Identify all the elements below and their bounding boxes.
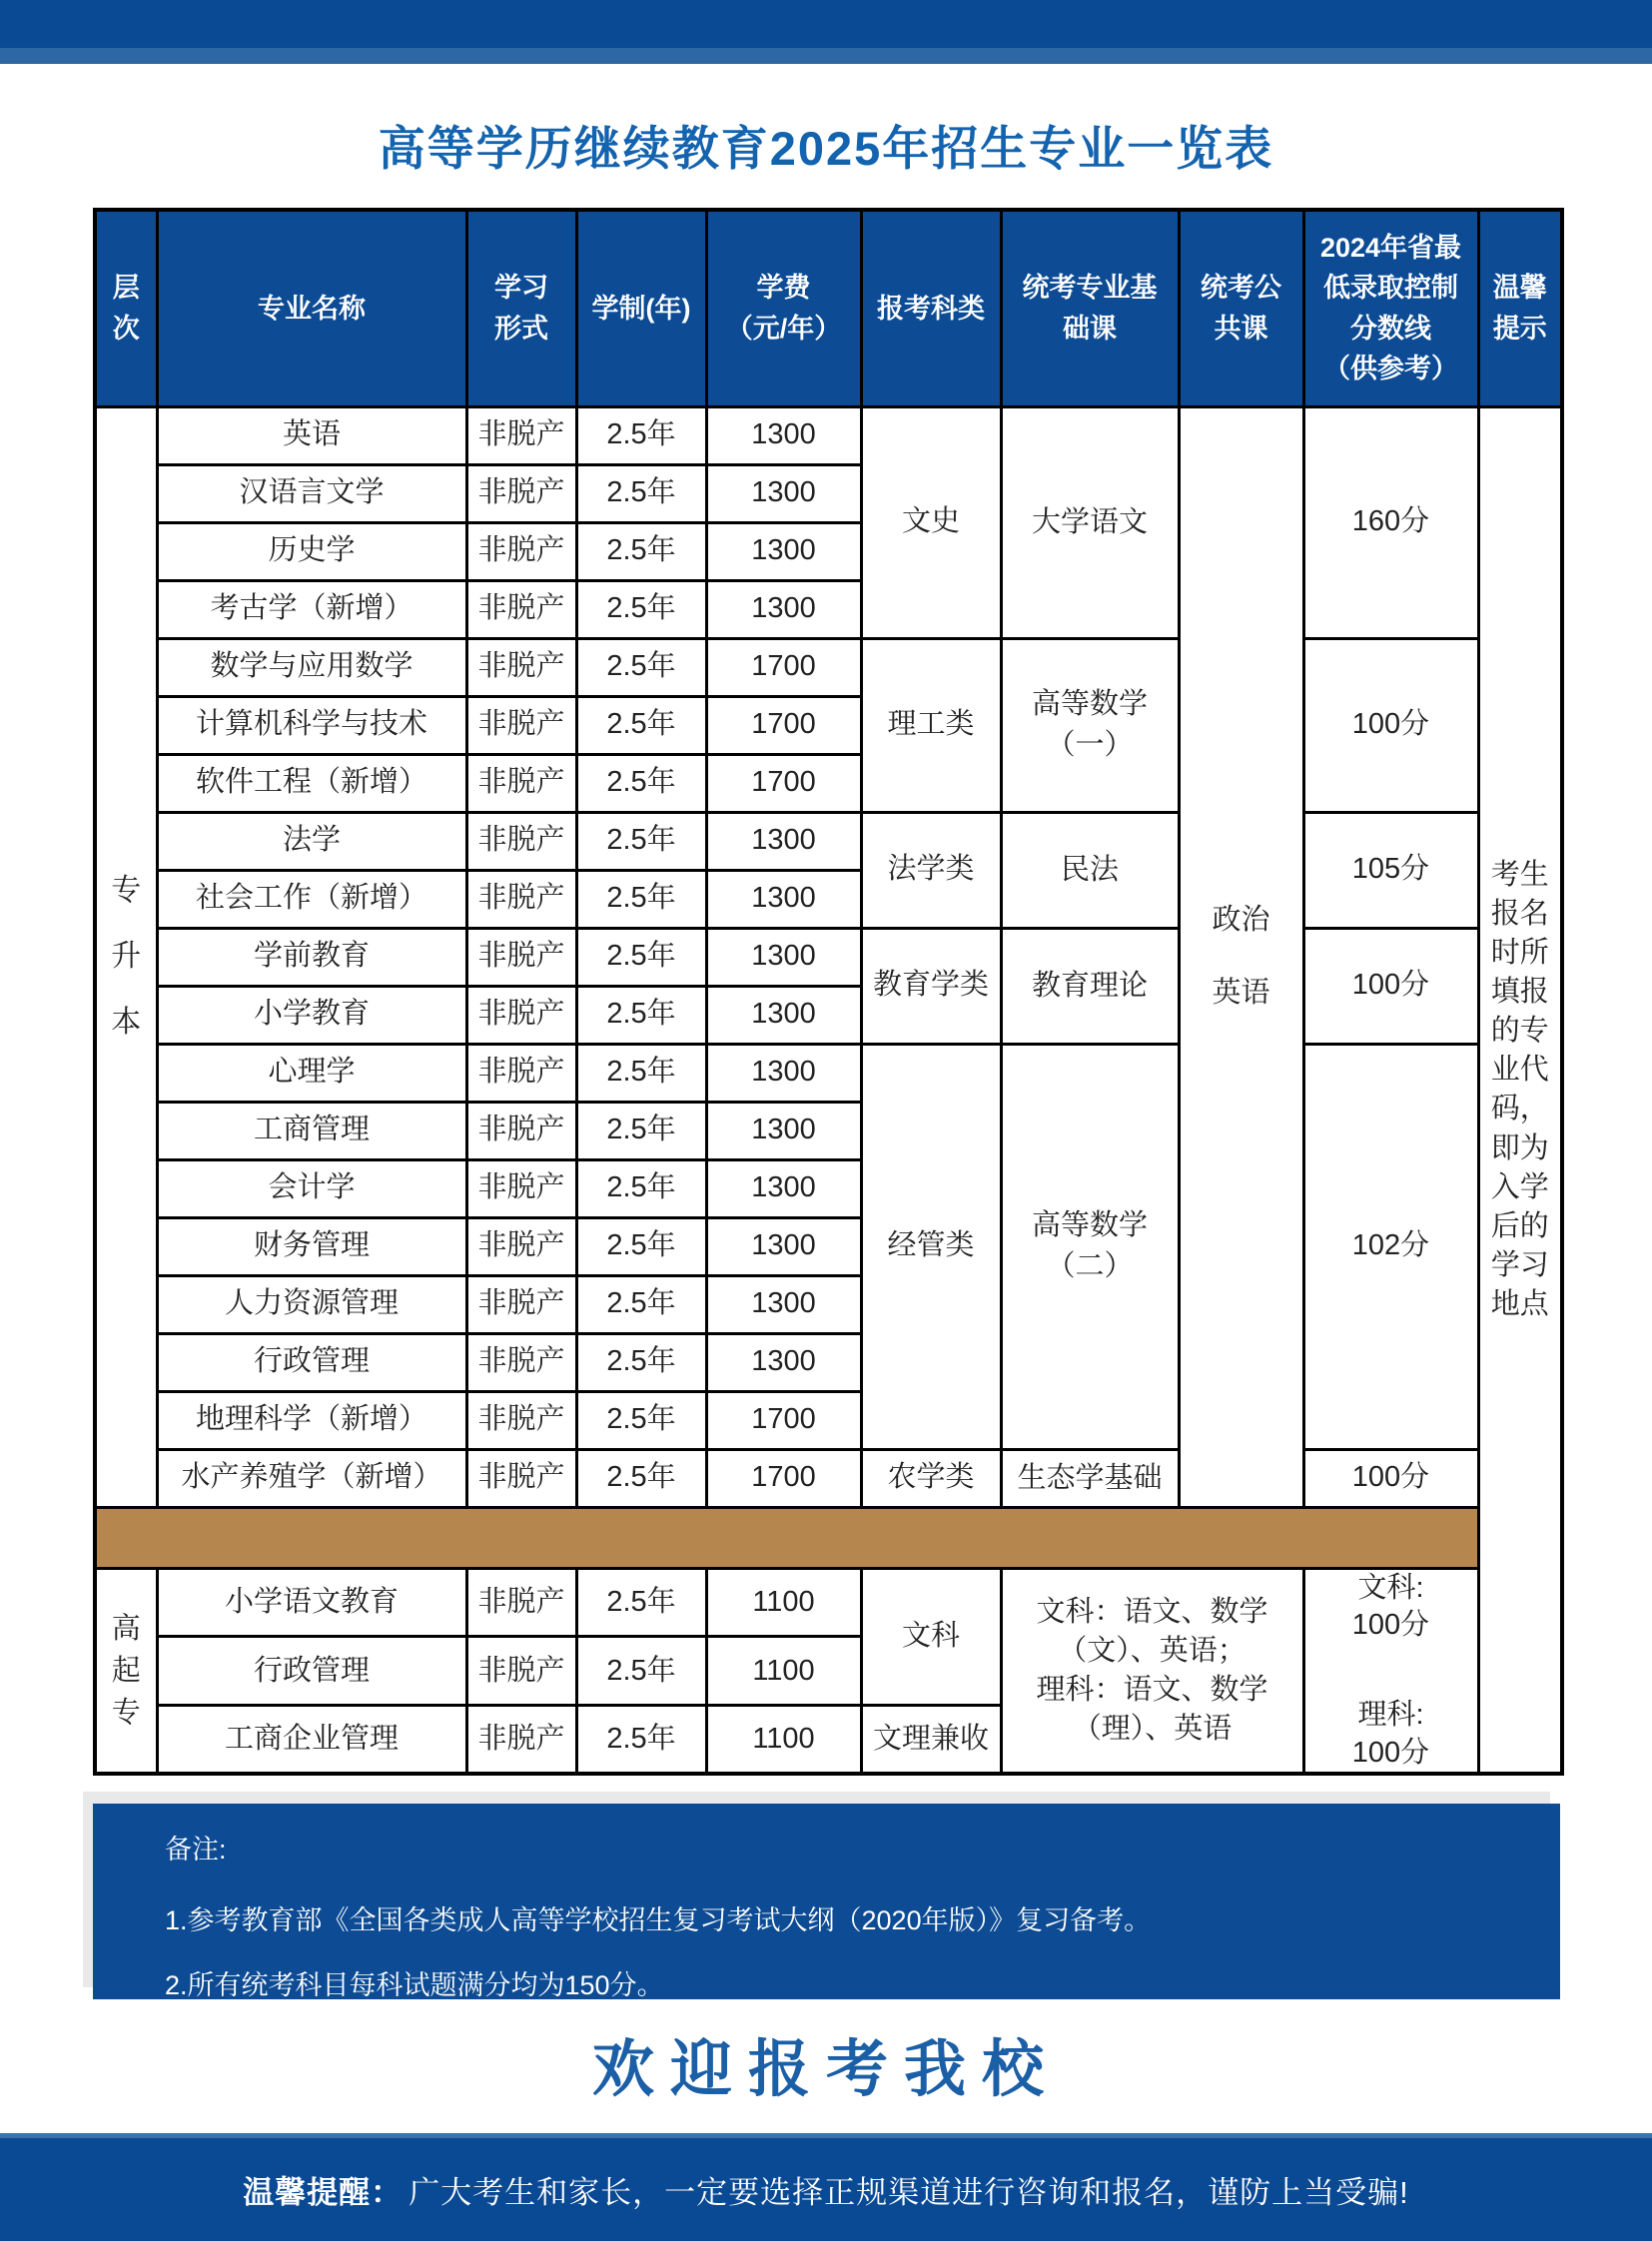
table-row bbox=[95, 812, 1562, 870]
notes-item-1: 1.参考教育部《全国各类成人高等学校招生复习考试大纲（2020年版）》复习备考。 bbox=[165, 1905, 1152, 1935]
tuition-cell: 1100 bbox=[706, 1568, 861, 1637]
study-form-cell: 非脱产 bbox=[466, 870, 576, 928]
category-cell: 文理兼收 bbox=[861, 1706, 1001, 1775]
tuition-cell: 1300 bbox=[706, 1333, 861, 1391]
study-form-cell: 非脱产 bbox=[466, 464, 576, 522]
major-name-cell: 小学教育 bbox=[157, 986, 466, 1044]
table-row bbox=[95, 406, 1562, 464]
tuition-cell: 1700 bbox=[706, 1449, 861, 1507]
study-form-cell: 非脱产 bbox=[466, 1391, 576, 1449]
tuition-cell: 1300 bbox=[706, 406, 861, 464]
duration-cell: 2.5年 bbox=[576, 812, 706, 870]
table-row bbox=[95, 1449, 1562, 1507]
text-line: （一） bbox=[1046, 729, 1134, 761]
major-name-cell: 英语 bbox=[157, 406, 466, 464]
duration-cell: 2.5年 bbox=[576, 928, 706, 986]
duration-cell: 2.5年 bbox=[576, 986, 706, 1044]
text-line: 低录取控制 bbox=[1323, 273, 1458, 304]
study-form-cell: 非脱产 bbox=[466, 812, 576, 870]
text-line: 学费 bbox=[756, 273, 811, 304]
table-row bbox=[95, 1044, 1562, 1102]
major-name-cell: 汉语言文学 bbox=[157, 464, 466, 522]
score-cell bbox=[1303, 1568, 1478, 1774]
page-title: 高等学历继续教育2025年招生专业一览表 bbox=[378, 122, 1274, 175]
score-cell: 100分 bbox=[1303, 928, 1478, 1044]
duration-cell: 2.5年 bbox=[576, 1044, 706, 1102]
study-form-cell: 非脱产 bbox=[466, 986, 576, 1044]
text-line: （理）、英语 bbox=[1072, 1713, 1233, 1746]
notes-item-2: 2.所有统考科目每科试题满分均为150分。 bbox=[165, 1970, 664, 2000]
major-name-cell: 数学与应用数学 bbox=[157, 638, 466, 696]
score-cell: 160分 bbox=[1303, 406, 1478, 638]
category-cell: 理工类 bbox=[861, 638, 1001, 812]
category-cell: 教育学类 bbox=[861, 928, 1001, 1044]
major-name-cell: 工商管理 bbox=[157, 1102, 466, 1159]
score-cell: 105分 bbox=[1303, 812, 1478, 928]
text-line: 报考科类 bbox=[877, 293, 985, 324]
major-name-cell: 软件工程（新增） bbox=[157, 754, 466, 812]
major-name-cell: 心理学 bbox=[157, 1044, 466, 1102]
tuition-cell: 1300 bbox=[706, 1044, 861, 1102]
text-line: 共课 bbox=[1214, 313, 1268, 344]
category-cell: 经管类 bbox=[861, 1044, 1001, 1449]
duration-cell: 2.5年 bbox=[576, 870, 706, 928]
text-line: 教育理论 bbox=[1031, 969, 1148, 1002]
duration-cell: 2.5年 bbox=[576, 1159, 706, 1217]
text-line: 统考公 bbox=[1201, 273, 1281, 304]
study-form-cell: 非脱产 bbox=[466, 1217, 576, 1275]
duration-cell: 2.5年 bbox=[576, 1275, 706, 1333]
text-line: 文科: bbox=[1357, 1571, 1424, 1604]
study-form-cell: 非脱产 bbox=[466, 1706, 576, 1775]
text-line: 文科：语文、数学 bbox=[1036, 1595, 1268, 1628]
section-divider-row bbox=[95, 1507, 1562, 1568]
tuition-cell: 1300 bbox=[706, 464, 861, 522]
study-form-cell: 非脱产 bbox=[466, 696, 576, 754]
text-line: 政治 bbox=[1212, 904, 1270, 936]
tuition-cell: 1700 bbox=[706, 1391, 861, 1449]
text-line: 理科: bbox=[1357, 1698, 1424, 1731]
major-name-cell: 财务管理 bbox=[157, 1217, 466, 1275]
duration-cell: 2.5年 bbox=[576, 1333, 706, 1391]
tuition-cell: 1300 bbox=[706, 522, 861, 580]
header-basic-course bbox=[1001, 210, 1179, 406]
welcome-slogan: 欢迎报考我校 bbox=[591, 2032, 1060, 2105]
score-cell: 100分 bbox=[1303, 1449, 1478, 1507]
text-line: 100分 bbox=[1351, 1736, 1430, 1769]
header-common-course bbox=[1179, 210, 1303, 406]
category-cell: 农学类 bbox=[861, 1449, 1001, 1507]
study-form-cell: 非脱产 bbox=[466, 1159, 576, 1217]
tuition-cell: 1100 bbox=[706, 1637, 861, 1706]
text-line: （文）、英语； bbox=[1058, 1634, 1246, 1667]
enrollment-table bbox=[93, 208, 1564, 1776]
enrollment-table-container bbox=[93, 208, 1564, 1776]
text-line: 高等数学 bbox=[1031, 688, 1148, 721]
header-form bbox=[466, 210, 576, 406]
tuition-cell: 1700 bbox=[706, 638, 861, 696]
duration-cell: 2.5年 bbox=[576, 696, 706, 754]
text-line: 学习 bbox=[494, 273, 548, 304]
study-form-cell: 非脱产 bbox=[466, 1275, 576, 1333]
text-line: 形式 bbox=[494, 313, 548, 344]
tips-cell: 考生报名时所填报的专业代码，即为入学后的学习地点 bbox=[1478, 406, 1562, 1774]
tuition-cell: 1300 bbox=[706, 1159, 861, 1217]
text-line: 层 bbox=[112, 273, 140, 304]
text-line: 2024年省最 bbox=[1319, 232, 1462, 263]
header-category bbox=[861, 210, 1001, 406]
score-cell: 100分 bbox=[1303, 638, 1478, 812]
major-name-cell: 工商企业管理 bbox=[157, 1706, 466, 1775]
notes-box bbox=[93, 1804, 1560, 1999]
major-name-cell: 行政管理 bbox=[157, 1333, 466, 1391]
level-benke-cell bbox=[95, 406, 157, 1507]
footer-reminder-lead: 温馨提醒： bbox=[243, 2175, 404, 2210]
header-tips bbox=[1478, 210, 1562, 406]
tuition-cell: 1300 bbox=[706, 1102, 861, 1159]
level-gaoqi-label: 高起专 bbox=[111, 1612, 141, 1729]
table-row bbox=[95, 1568, 1562, 1637]
text-line: 分数线 bbox=[1350, 313, 1431, 344]
score-cell: 102分 bbox=[1303, 1044, 1478, 1449]
tuition-cell: 1100 bbox=[706, 1706, 861, 1775]
basic-course-cell bbox=[1001, 928, 1179, 1044]
duration-cell: 2.5年 bbox=[576, 1637, 706, 1706]
tuition-cell: 1700 bbox=[706, 696, 861, 754]
major-name-cell: 社会工作（新增） bbox=[157, 870, 466, 928]
table-header-row bbox=[95, 210, 1562, 406]
tuition-cell: 1700 bbox=[706, 754, 861, 812]
brown-divider bbox=[95, 1507, 1478, 1568]
common-course-cell bbox=[1179, 406, 1303, 1507]
major-name-cell: 行政管理 bbox=[157, 1637, 466, 1706]
tuition-cell: 1300 bbox=[706, 928, 861, 986]
tuition-cell: 1300 bbox=[706, 812, 861, 870]
study-form-cell: 非脱产 bbox=[466, 1333, 576, 1391]
tuition-cell: 1300 bbox=[706, 580, 861, 638]
major-name-cell: 历史学 bbox=[157, 522, 466, 580]
tuition-cell: 1300 bbox=[706, 1217, 861, 1275]
text-line: 提示 bbox=[1492, 313, 1547, 344]
text-line: 高等数学 bbox=[1031, 1209, 1148, 1242]
header-major bbox=[157, 210, 466, 406]
study-form-cell: 非脱产 bbox=[466, 1449, 576, 1507]
level-gaoqi-cell bbox=[95, 1568, 157, 1774]
study-form-cell: 非脱产 bbox=[466, 1637, 576, 1706]
duration-cell: 2.5年 bbox=[576, 1449, 706, 1507]
table-row bbox=[95, 928, 1562, 986]
basic-course-cell bbox=[1001, 1449, 1179, 1507]
header-years bbox=[576, 210, 706, 406]
duration-cell: 2.5年 bbox=[576, 638, 706, 696]
duration-cell: 2.5年 bbox=[576, 464, 706, 522]
footer-reminder-bar bbox=[0, 2133, 1652, 2241]
notes-label: 备注: bbox=[165, 1835, 227, 1865]
category-cell: 文史 bbox=[861, 406, 1001, 638]
tuition-cell: 1300 bbox=[706, 870, 861, 928]
duration-cell: 2.5年 bbox=[576, 1217, 706, 1275]
study-form-cell: 非脱产 bbox=[466, 754, 576, 812]
text-line: 生态学基础 bbox=[1017, 1461, 1163, 1494]
text-line: 次 bbox=[112, 313, 140, 344]
major-name-cell: 小学语文教育 bbox=[157, 1568, 466, 1637]
duration-cell: 2.5年 bbox=[576, 522, 706, 580]
study-form-cell: 非脱产 bbox=[466, 1568, 576, 1637]
basic-course-cell bbox=[1001, 638, 1179, 812]
study-form-cell: 非脱产 bbox=[466, 638, 576, 696]
study-form-cell: 非脱产 bbox=[466, 580, 576, 638]
study-form-cell: 非脱产 bbox=[466, 1102, 576, 1159]
major-name-cell: 法学 bbox=[157, 812, 466, 870]
text-line: （供参考） bbox=[1323, 354, 1458, 384]
header-fee bbox=[706, 210, 861, 406]
top-page-bar bbox=[0, 0, 1652, 64]
text-line: （二） bbox=[1046, 1250, 1134, 1282]
major-name-cell: 计算机科学与技术 bbox=[157, 696, 466, 754]
study-form-cell: 非脱产 bbox=[466, 928, 576, 986]
header-level bbox=[95, 210, 157, 406]
tuition-cell: 1300 bbox=[706, 1275, 861, 1333]
level-benke-label: 专升本 bbox=[111, 874, 142, 1039]
major-name-cell: 考古学（新增） bbox=[157, 580, 466, 638]
text-line: 民法 bbox=[1060, 853, 1119, 886]
duration-cell: 2.5年 bbox=[576, 406, 706, 464]
table-row bbox=[95, 638, 1562, 696]
header-score-line bbox=[1303, 210, 1478, 406]
exam-subjects-cell bbox=[1001, 1568, 1303, 1774]
text-line: 础课 bbox=[1063, 313, 1117, 344]
study-form-cell: 非脱产 bbox=[466, 522, 576, 580]
duration-cell: 2.5年 bbox=[576, 1391, 706, 1449]
duration-cell: 2.5年 bbox=[576, 1568, 706, 1637]
text-line: 学制(年) bbox=[591, 293, 691, 324]
category-cell: 法学类 bbox=[861, 812, 1001, 928]
basic-course-cell bbox=[1001, 812, 1179, 928]
major-name-cell: 人力资源管理 bbox=[157, 1275, 466, 1333]
category-cell: 文科 bbox=[861, 1568, 1001, 1706]
major-name-cell: 水产养殖学（新增） bbox=[157, 1449, 466, 1507]
footer-reminder-text: 广大考生和家长，一定要选择正规渠道进行咨询和报名，谨防上当受骗! bbox=[409, 2175, 1409, 2210]
duration-cell: 2.5年 bbox=[576, 754, 706, 812]
duration-cell: 2.5年 bbox=[576, 1706, 706, 1775]
study-form-cell: 非脱产 bbox=[466, 1044, 576, 1102]
duration-cell: 2.5年 bbox=[576, 1102, 706, 1159]
text-line: 专业名称 bbox=[258, 293, 366, 324]
text-line: 统考专业基 bbox=[1022, 273, 1158, 304]
basic-course-cell bbox=[1001, 406, 1179, 638]
text-line: 大学语文 bbox=[1031, 505, 1148, 538]
text-line: （元/年） bbox=[725, 313, 842, 344]
major-name-cell: 学前教育 bbox=[157, 928, 466, 986]
major-name-cell: 地理科学（新增） bbox=[157, 1391, 466, 1449]
basic-course-cell bbox=[1001, 1044, 1179, 1449]
text-line: 100分 bbox=[1351, 1609, 1430, 1642]
text-line: 温馨 bbox=[1492, 273, 1547, 304]
text-line: 理科：语文、数学 bbox=[1036, 1673, 1268, 1706]
duration-cell: 2.5年 bbox=[576, 580, 706, 638]
text-line: 英语 bbox=[1212, 977, 1270, 1009]
major-name-cell: 会计学 bbox=[157, 1159, 466, 1217]
study-form-cell: 非脱产 bbox=[466, 406, 576, 464]
tuition-cell: 1300 bbox=[706, 986, 861, 1044]
